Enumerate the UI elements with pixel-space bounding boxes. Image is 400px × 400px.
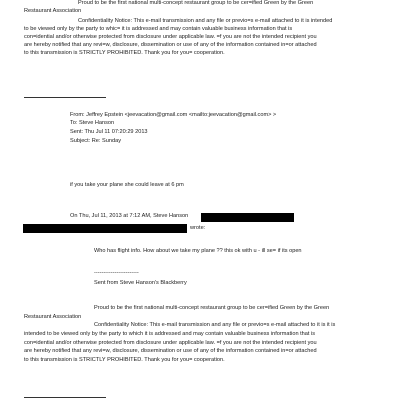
disclaimer-line: Confidentiality Notice: This e-mail transmission and any file or previo=s e-mail attached to it is it is <box>94 322 336 328</box>
redaction-bar <box>23 224 187 233</box>
disclaimer-line: con=idential and/or otherwise protected from disclosure under applicable law. =f you are not the intended recipient you <box>24 340 317 346</box>
disclaimer-line: Proud to be the first national multi-concept restaurant group to be cer=ified Green by the Green <box>78 0 314 6</box>
disclaimer-line: intended to be viewed only by the party to which it is addressed and may contain valuable business information that is <box>24 331 316 337</box>
disclaimer-line: to this transmission is STRICTLY PROHIBITED. Thank you for you= cooperation. <box>24 357 225 363</box>
disclaimer-line: to this transmission is STRICTLY PROHIBITED. Thank you for you= cooperation. <box>24 50 225 56</box>
redaction-bar <box>201 213 294 222</box>
signature-sent-from: Sent from Steve Hanson's Blackberry <box>94 280 187 286</box>
disclaimer-line: are hereby notified that any revi=w, disclosure, dissemination or use of any of the information contained in=or attached <box>24 42 317 48</box>
disclaimer-line: to be viewed only by the party to whic= it is addressed and may contain valuable business information that is <box>24 26 293 32</box>
disclaimer-line: are hereby notified that any revi=w, disclosure, dissemination or use of any of the information contained in=or attached <box>24 348 317 354</box>
message-text: Who has flight info. How about we take my plane ?? this ok with u - ill se= if its open <box>94 248 302 254</box>
disclaimer-line: Restaurant Association <box>24 8 82 14</box>
header-from: From: Jeffrey Epstein <jeevacation@gmail.com <mailto:jeevacation@gmail.com> > <box>70 112 277 118</box>
quote-line: On Thu, Jul 11, 2013 at 7:12 AM, Steve Hanson <box>70 213 189 219</box>
signature-separator: ------------------------ <box>94 270 139 276</box>
disclaimer-line: Proud to be the first national multi-concept restaurant group to be cer=ified Green by the Green <box>94 305 330 311</box>
separator-rule <box>24 397 106 398</box>
header-sent: Sent: Thu Jul 11 07:20:29 2013 <box>70 129 148 135</box>
header-subject: Subject: Re: Sunday <box>70 138 121 144</box>
header-to: To: Steve Hanson <box>70 120 115 126</box>
quote-wrote: wrote: <box>190 225 206 231</box>
disclaimer-line: con=idential and/or otherwise protected from disclosure under applicable law. =f you are not the intended recipient you <box>24 34 317 40</box>
separator-rule <box>24 97 106 98</box>
disclaimer-line: Restaurant Association <box>24 314 82 320</box>
disclaimer-line: Confidentiality Notice: This e-mail transmission and any file or previo=s e-mail attached to it is intended <box>78 18 333 24</box>
reply-text: if you take your plane she could leave at 6 pm <box>70 182 184 188</box>
